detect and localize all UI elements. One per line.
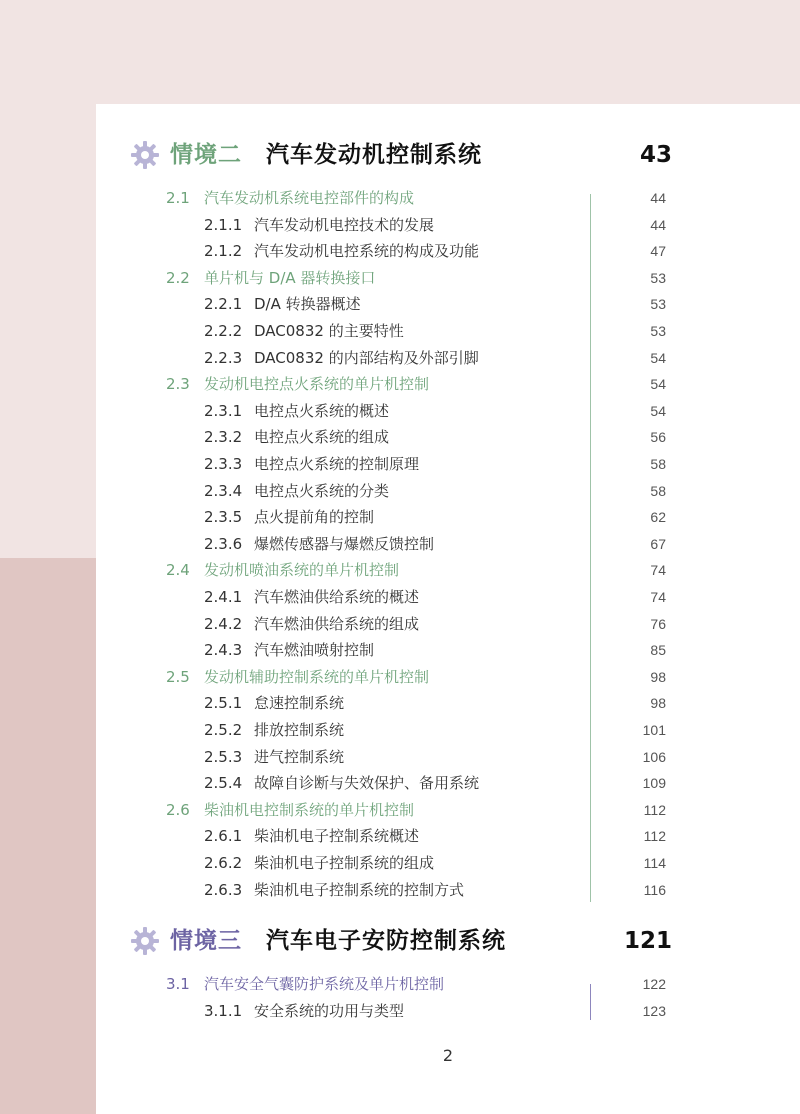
entry-number: 2.6.3 xyxy=(204,880,243,899)
toc-subsection-row[interactable] xyxy=(96,478,800,504)
toc-subsection-row[interactable] xyxy=(96,345,800,371)
entry-title: 汽车发动机系统电控部件的构成 xyxy=(204,189,415,207)
entry-number: 2.5 xyxy=(166,667,190,686)
entry-title: 发动机喷油系统的单片机控制 xyxy=(204,561,400,580)
entry-title: 柴油机电控制系统的单片机控制 xyxy=(204,800,415,819)
entry-page-number: 67 xyxy=(650,535,666,552)
entry-page-number: 62 xyxy=(650,509,666,526)
entry-number: 3.1 xyxy=(166,975,190,993)
entry-page-number: 85 xyxy=(650,642,666,659)
toc-section-row[interactable] xyxy=(96,971,800,997)
entry-title: 汽车燃油喷射控制 xyxy=(254,641,375,660)
chapter-page-number: 43 xyxy=(639,142,672,168)
entry-page-number: 44 xyxy=(650,190,666,206)
entry-page-number: 53 xyxy=(650,269,666,286)
entry-title: DAC0832 的主要特性 xyxy=(254,322,404,340)
toc-subsection-row[interactable] xyxy=(96,690,800,716)
entry-number: 2.3.6 xyxy=(204,534,243,553)
entry-number: 2.2.3 xyxy=(204,348,243,367)
toc-section-row[interactable] xyxy=(96,265,800,291)
side-band xyxy=(0,558,96,1114)
entry-page-number: 98 xyxy=(650,668,666,685)
entry-title: D/A 转换器概述 xyxy=(254,295,361,314)
entry-page-number: 53 xyxy=(650,296,666,313)
entry-title: 汽车发动机电控技术的发展 xyxy=(254,215,435,234)
entry-number: 2.3.5 xyxy=(204,508,243,527)
entry-number: 2.2.1 xyxy=(204,295,243,314)
entry-page-number: 44 xyxy=(650,216,666,233)
toc-subsection-row[interactable] xyxy=(96,717,800,743)
toc-subsection-row[interactable] xyxy=(96,744,800,770)
toc-subsection-row[interactable] xyxy=(96,531,800,557)
entry-title: DAC0832 的内部结构及外部引脚 xyxy=(254,348,479,367)
toc-subsection-row[interactable] xyxy=(96,212,800,238)
entry-number: 2.5.4 xyxy=(204,774,243,793)
entry-number: 2.4.2 xyxy=(204,614,243,633)
toc-section-row[interactable] xyxy=(96,371,800,397)
toc-page xyxy=(96,104,800,1114)
entry-number: 2.6.2 xyxy=(204,854,243,872)
entry-title: 柴油机电子控制系统的组成 xyxy=(254,854,435,872)
entry-number: 2.1 xyxy=(166,189,190,207)
toc-subsection-row[interactable] xyxy=(96,823,800,849)
entry-title: 汽车安全气囊防护系统及单片机控制 xyxy=(204,975,445,993)
toc-section-row[interactable] xyxy=(96,185,800,211)
toc-subsection-row[interactable] xyxy=(96,637,800,663)
entry-page-number: 58 xyxy=(650,482,666,499)
entry-number: 2.1.1 xyxy=(204,215,243,234)
chapter-3-heading[interactable] xyxy=(130,922,670,962)
entry-title: 电控点火系统的组成 xyxy=(254,428,390,447)
page-number: 2 xyxy=(442,1046,454,1065)
entry-page-number: 54 xyxy=(650,349,666,366)
entry-title: 发动机电控点火系统的单片机控制 xyxy=(204,375,430,394)
entry-page-number: 74 xyxy=(650,589,666,605)
entry-title: 进气控制系统 xyxy=(254,747,345,766)
toc-subsection-row[interactable] xyxy=(96,611,800,637)
toc-subsection-row[interactable] xyxy=(96,850,800,876)
entry-number: 2.6.1 xyxy=(204,827,243,846)
gear-icon xyxy=(130,140,160,170)
chapter-title: 情境三 xyxy=(170,928,242,954)
entry-page-number: 123 xyxy=(642,1002,666,1019)
chapter-title: 情境二 xyxy=(170,142,242,168)
entry-title: 点火提前角的控制 xyxy=(254,508,375,527)
entry-number: 2.1.2 xyxy=(204,242,243,261)
toc-section-row[interactable] xyxy=(96,557,800,583)
entry-number: 2.5.3 xyxy=(204,747,243,766)
toc-section-row[interactable] xyxy=(96,797,800,823)
entry-number: 2.3 xyxy=(166,375,190,394)
entry-title: 电控点火系统的控制原理 xyxy=(254,455,420,473)
entry-title: 汽车燃油供给系统的组成 xyxy=(254,614,420,633)
entry-title: 电控点火系统的概述 xyxy=(254,401,390,420)
toc-subsection-row[interactable] xyxy=(96,291,800,317)
entry-title: 发动机辅助控制系统的单片机控制 xyxy=(204,667,430,686)
chapter-2-heading[interactable] xyxy=(130,136,670,176)
toc-subsection-row[interactable] xyxy=(96,318,800,344)
entry-page-number: 47 xyxy=(650,243,666,260)
entry-page-number: 101 xyxy=(642,722,666,738)
toc-section-row[interactable] xyxy=(96,664,800,690)
toc-subsection-row[interactable] xyxy=(96,398,800,424)
entry-page-number: 76 xyxy=(650,615,666,632)
entry-page-number: 54 xyxy=(650,402,666,419)
entry-title: 排放控制系统 xyxy=(254,721,345,739)
entry-number: 2.2 xyxy=(166,268,190,287)
chapter-name: 汽车电子安防控制系统 xyxy=(266,928,506,954)
entry-page-number: 56 xyxy=(650,429,666,446)
entry-page-number: 116 xyxy=(643,881,666,898)
entry-page-number: 122 xyxy=(642,976,666,992)
entry-number: 3.1.1 xyxy=(204,1001,243,1020)
entry-page-number: 58 xyxy=(650,456,666,472)
entry-title: 汽车发动机电控系统的构成及功能 xyxy=(254,242,480,261)
toc-subsection-row[interactable] xyxy=(96,424,800,450)
entry-title: 柴油机电子控制系统的控制方式 xyxy=(254,880,465,899)
entry-number: 2.4.3 xyxy=(204,641,243,660)
entry-page-number: 54 xyxy=(650,376,666,393)
entry-title: 故障自诊断与失效保护、备用系统 xyxy=(254,774,480,793)
chapter-name: 汽车发动机控制系统 xyxy=(266,142,482,168)
entry-page-number: 98 xyxy=(650,695,666,712)
entry-number: 2.3.3 xyxy=(204,455,243,473)
entry-page-number: 53 xyxy=(650,323,666,339)
toc-subsection-row[interactable] xyxy=(96,998,800,1024)
entry-title: 柴油机电子控制系统概述 xyxy=(254,827,420,846)
entry-number: 2.2.2 xyxy=(204,322,243,340)
toc-subsection-row[interactable] xyxy=(96,238,800,264)
entry-title: 单片机与 D/A 器转换接口 xyxy=(204,268,376,287)
toc-subsection-row[interactable] xyxy=(96,584,800,610)
entry-number: 2.3.1 xyxy=(204,401,243,420)
toc-subsection-row[interactable] xyxy=(96,504,800,530)
entry-page-number: 109 xyxy=(642,775,666,792)
toc-subsection-row[interactable] xyxy=(96,877,800,903)
entry-title: 电控点火系统的分类 xyxy=(254,481,390,500)
entry-page-number: 114 xyxy=(643,855,666,871)
gear-icon xyxy=(130,926,160,956)
entry-number: 2.4.1 xyxy=(204,588,243,606)
entry-number: 2.5.2 xyxy=(204,721,243,739)
entry-title: 爆燃传感器与爆燃反馈控制 xyxy=(254,534,435,553)
entry-page-number: 106 xyxy=(642,748,666,765)
entry-number: 2.3.2 xyxy=(204,428,243,447)
entry-number: 2.4 xyxy=(166,561,190,580)
entry-title: 汽车燃油供给系统的概述 xyxy=(254,588,420,606)
toc-subsection-row[interactable] xyxy=(96,451,800,477)
entry-page-number: 74 xyxy=(650,562,666,579)
entry-title: 安全系统的功用与类型 xyxy=(254,1001,405,1020)
entry-title: 怠速控制系统 xyxy=(254,694,345,713)
entry-page-number: 112 xyxy=(643,801,666,818)
chapter-page-number: 121 xyxy=(623,928,672,954)
entry-number: 2.3.4 xyxy=(204,481,243,500)
entry-number: 2.5.1 xyxy=(204,694,243,713)
toc-subsection-row[interactable] xyxy=(96,770,800,796)
entry-page-number: 112 xyxy=(643,828,666,845)
entry-number: 2.6 xyxy=(166,800,190,819)
